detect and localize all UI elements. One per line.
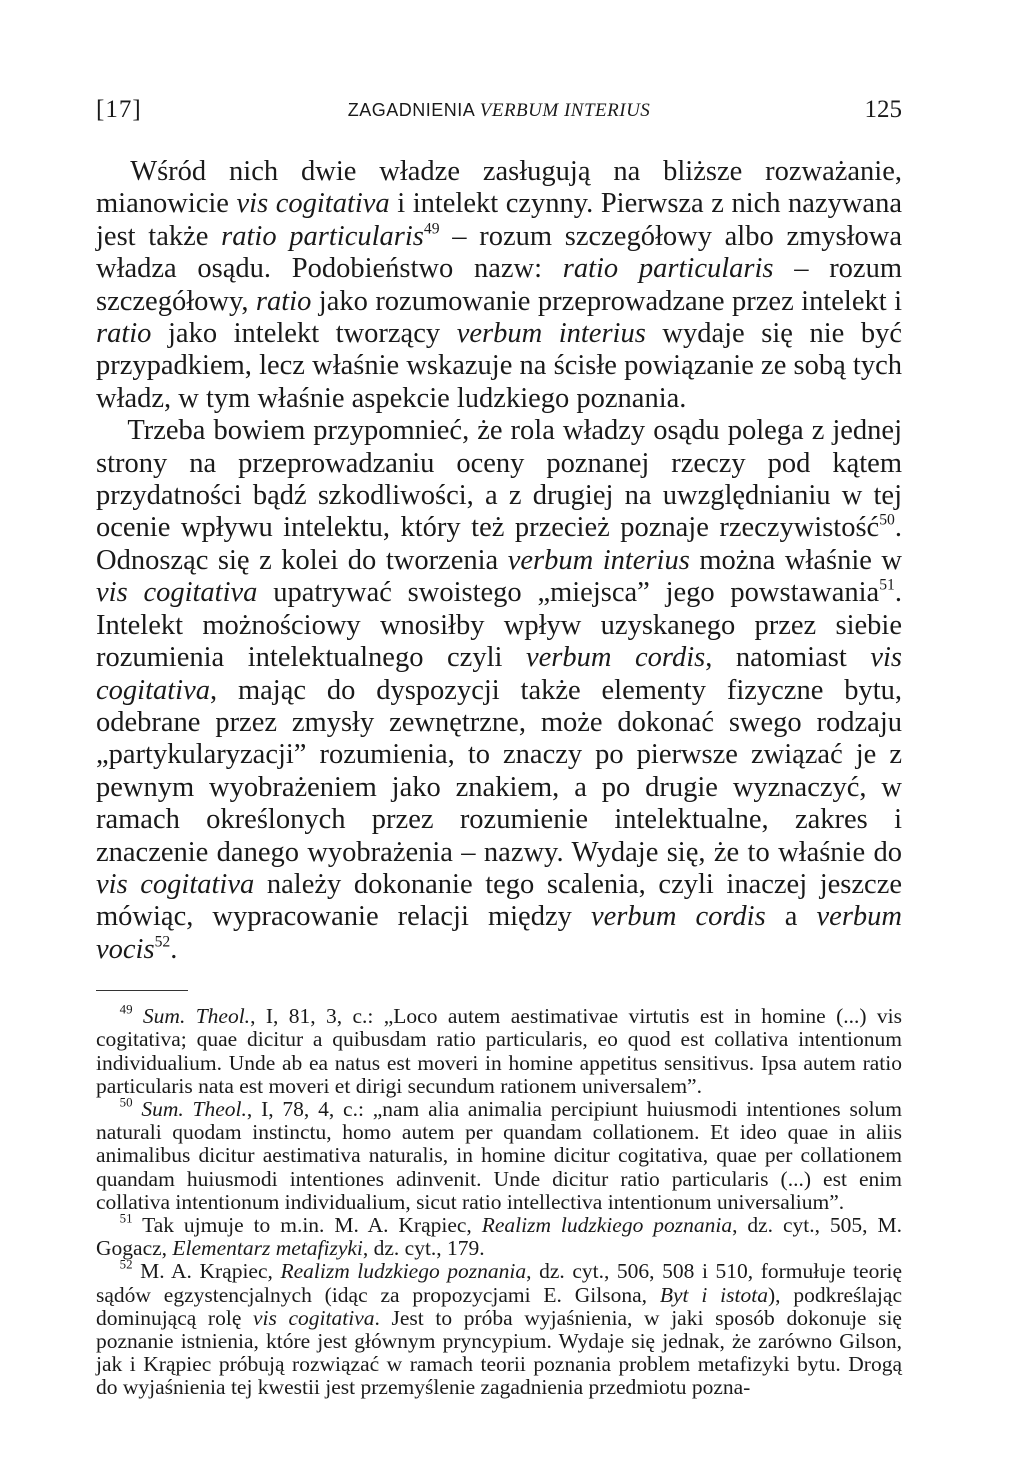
- footnote-number: 49: [119, 1002, 133, 1017]
- page-number: 125: [864, 96, 902, 123]
- italic-term: Byt i istota: [659, 1282, 768, 1307]
- footnote-ref-50[interactable]: 50: [879, 511, 895, 529]
- footnote-50: [96, 1095, 903, 1214]
- text-run: M. A. Krąpiec,: [140, 1259, 281, 1284]
- italic-term: verbum cordis: [525, 642, 706, 674]
- footnote-number: 50: [119, 1095, 133, 1110]
- text-run: , dz. cyt., 179.: [362, 1236, 485, 1261]
- italic-term: vis cogitativa: [96, 577, 258, 609]
- italic-term: vis cogitativa: [253, 1305, 375, 1330]
- paragraph-1: [96, 156, 902, 415]
- italic-term: Elementarz metafizyki: [172, 1236, 363, 1261]
- text-run: jako rozumowanie przeprowadzane przez intelekt i: [311, 285, 903, 317]
- footnote-ref-49[interactable]: 49: [423, 220, 440, 238]
- footnote-52: [96, 1257, 903, 1400]
- italic-term: Sum. Theol.: [141, 1096, 247, 1121]
- text-run: . Intelekt możnościowy wnosiłby wpływ uzyskanego przez siebie rozumienia intelektualnego czyli: [96, 577, 902, 674]
- italic-term: verbum cordis: [590, 901, 766, 933]
- text-run: należy dokonanie tego scalenia, czyli inaczej jeszcze mówiąc, wypracowanie relacji między: [96, 868, 902, 933]
- book-page: [96, 90, 902, 1400]
- italic-term: verbum vocis: [96, 901, 902, 965]
- text-run: można właśnie w: [689, 544, 902, 576]
- italic-term: ratio particularis: [221, 220, 424, 252]
- italic-term: verbum interius: [507, 544, 690, 576]
- italic-term: verbum interius: [456, 318, 646, 350]
- text-run: a: [765, 901, 817, 933]
- text-run: . Odnosząc się z kolei do tworzenia: [96, 512, 902, 576]
- text-run: , I, 81, 3, c.: „Loco autem aestimativae virtutis est in homine (...) vis cogitativa; quae dicitur a quibusdam ratio particularis, eo quod est collativa intentionum individualium. Unde ab ea natus est moveri in homine appetitus sensitivus. Ipsa autem ratio particularis nata est moveri et dirigi secundum rationem universalem”.: [96, 1004, 903, 1098]
- footnotes: [96, 1002, 903, 1400]
- italic-term: Realizm ludzkiego poznania: [280, 1259, 527, 1284]
- footnote-number: 51: [119, 1211, 133, 1226]
- italic-term: ratio particularis: [562, 253, 774, 285]
- text-run: , I, 78, 4, c.: „nam alia animalia percipiunt huiusmodi intentiones solum naturali quodam instinctu, homo autem per quandam collationem. Et ideo quae in aliis animalibus dicitur aestimativa naturalis, in homine dicitur cogitativa, quae per collationem quandam huiusmodi intentiones adinvenit. Unde dicitur ratio particularis (...) est enim collativa intentionum individualium, sicut ratio intellectiva intentionum universalium”.: [96, 1096, 903, 1214]
- running-title-plain: ZAGADNIENIA: [347, 100, 480, 120]
- text-run: , mając do dyspozycji także elementy fizyczne bytu, odebrane przez zmysły zewnętrzne, może dokonać swego rodzaju „partykularyzacji” rozumienia, to znaczy po pierwsze związać je z pewnym wyobrażeniem jako znakiem, a po drugie wyznaczyć, w ramach określonych przez rozumienie intelektualne, zakres i znaczenie danego wyobrażenia – nazwy. Wydaje się, że to właśnie do: [96, 674, 902, 868]
- text-run: upatrywać swoistego „miejsca” jego powstawania: [257, 577, 880, 609]
- footnote-divider: [96, 990, 188, 991]
- text-run: Tak ujmuje to m.in. M. A. Krąpiec,: [142, 1212, 482, 1237]
- italic-term: ratio: [96, 318, 152, 350]
- text-run: , dz. cyt., 506, 508 i 510, formułuje teorię sądów egzystencjalnych (idąc za propozycjami E. Gilsona,: [96, 1259, 903, 1307]
- italic-term: vis cogitativa: [236, 188, 390, 220]
- text-run: i intelekt czynny. Pierwsza z nich nazywana jest także: [96, 188, 902, 252]
- italic-term: vis cogitativa: [96, 868, 255, 900]
- italic-term: Realizm ludzkiego poznania: [481, 1212, 733, 1237]
- text-run: Wśród nich dwie władze zasługują na bliższe rozważanie, mianowicie: [96, 156, 902, 220]
- running-title-italic: VERBUM INTERIUS: [479, 100, 651, 121]
- main-text: [96, 156, 902, 966]
- footnote-ref-52[interactable]: 52: [154, 933, 171, 950]
- footnote-number: 52: [119, 1257, 133, 1272]
- italic-term: Sum. Theol.: [142, 1004, 251, 1029]
- running-header: [96, 90, 902, 130]
- footnote-49: [96, 1002, 903, 1098]
- text-run: ), podkreślając dominującą rolę: [96, 1282, 902, 1330]
- text-run: wydaje się nie być przypadkiem, lecz właśnie wskazuje na ścisłe powiązanie ze sobą tych władz, w tym właśnie aspekcie ludzkiego poznania.: [96, 318, 902, 414]
- text-run: – rozum szczegółowy albo zmysłowa władza osądu. Podobieństwo nazw:: [96, 220, 903, 285]
- italic-term: vis cogitativa: [96, 642, 902, 706]
- running-title: [96, 100, 902, 122]
- text-run: . Jest to próba wyjaśnienia, w jaki sposób dokonuje się poznanie istnienia, które jest głównym pryncypium. Wydaje się jednak, że zarówno Gilson, jak i Krąpiec próbują rozwiązać w ramach teorii poznania problem metafizyki bytu. Drogą do wyjaśnienia tej kwestii jest przemyślenie zagadnienia przedmiotu pozna-: [96, 1305, 902, 1400]
- text-run: jako intelekt tworzący: [151, 318, 457, 350]
- text-run: .: [170, 933, 178, 965]
- text-run: , natomiast: [705, 642, 871, 674]
- text-run: , dz. cyt., 505, M. Gogacz,: [96, 1212, 902, 1261]
- chapter-ref: [17]: [96, 96, 142, 123]
- italic-term: ratio: [255, 285, 312, 317]
- text-run: Trzeba bowiem przypomnieć, że rola władzy osądu polega z jednej strony na przeprowadzaniu oceny poznanej rzeczy pod kątem przydatności bądź szkodliwości, a z drugiej na uwzględnianiu w tej ocenie wpływu intelektu, który też przecież poznaje rzeczywistość: [96, 415, 902, 544]
- footnote-51: [96, 1211, 902, 1261]
- text-run: – rozum szczegółowy,: [96, 253, 902, 317]
- footnote-ref-51[interactable]: 51: [879, 576, 895, 594]
- paragraph-2: [96, 415, 902, 966]
